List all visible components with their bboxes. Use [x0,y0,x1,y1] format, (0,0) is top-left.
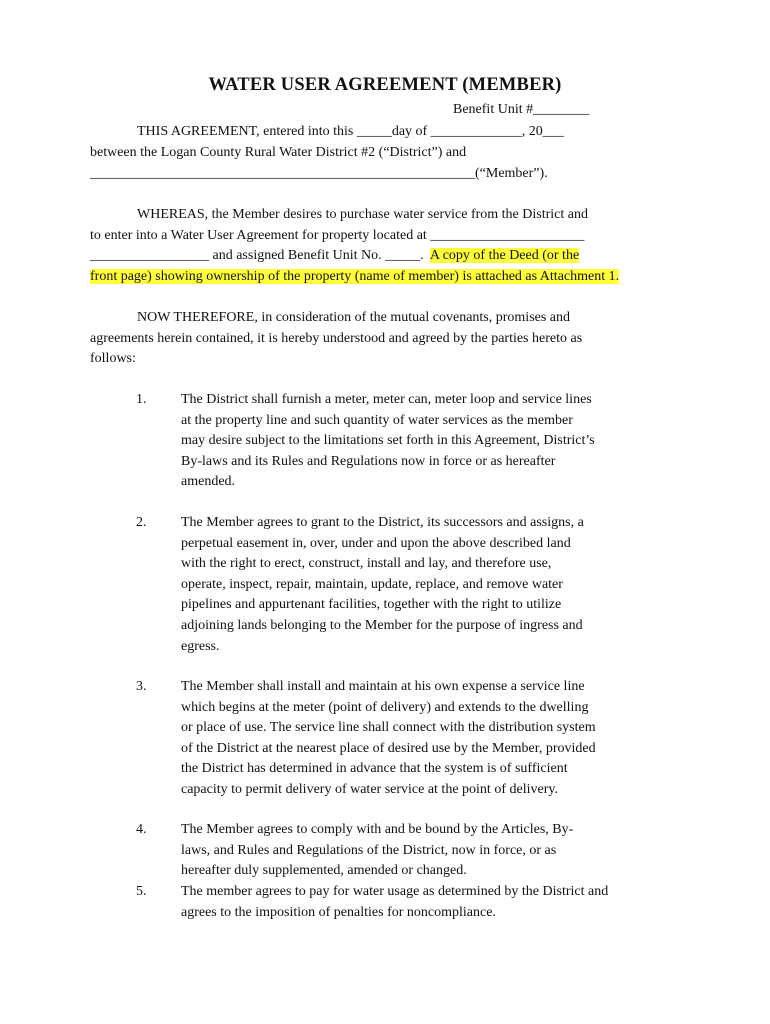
item-4-text [181,820,661,882]
item-3-line: or place of use. The service line shall connect with the distribution system [181,720,596,736]
item-2-line: with the right to erect, construct, install and lay, and therefore use, [181,556,552,572]
item-1-line: The District shall furnish a meter, meter can, meter loop and service lines [181,392,592,407]
deed-highlight-part-2: front page) showing ownership of the property (name of member) is attached as Attachment 1. [90,269,620,284]
item-4-line: The Member agrees to comply with and be bound by the Articles, By- [181,822,574,837]
item-3-line: capacity to permit delivery of water service at the point of delivery. [181,781,558,797]
item-1-text [181,390,661,493]
intro-line-3: _______________________________________________________(“Member”). [90,166,548,181]
item-1-number: 1. [136,392,147,407]
item-3-line: which begins at the meter (point of delivery) and extends to the dwelling [181,699,589,715]
item-1-line: amended. [181,474,236,490]
now-therefore-line-2: agreements herein contained, it is hereby understood and agreed by the parties hereto as [90,331,583,346]
item-2-line: perpetual easement in, over, under and upon the above described land [181,535,571,551]
item-5-line: The member agrees to pay for water usage as determined by the District and [181,884,609,899]
item-5-line: agrees to the imposition of penalties for noncompliance. [181,904,496,920]
whereas-line-3-text: _________________ and assigned Benefit Unit No. _____. [90,248,424,263]
item-2-line: operate, inspect, repair, maintain, update, replace, and remove water [181,576,563,592]
document-title: WATER USER AGREEMENT (MEMBER) [208,75,562,95]
item-1-line: may desire subject to the limitations set forth in this Agreement, District’s [181,433,595,449]
item-2-text [181,513,661,657]
item-3-line: of the District at the nearest place of desired use by the Member, provided [181,740,596,756]
whereas-line-2: to enter into a Water User Agreement for property located at ______________________ [90,228,585,243]
intro-line-1: THIS AGREEMENT, entered into this _____day of _____________, 20___ [137,124,564,139]
item-1-line: at the property line and such quantity of water services as the member [181,412,573,428]
item-3-line: The Member shall install and maintain at his own expense a service line [181,679,585,694]
item-3-text [181,677,661,801]
item-4-number: 4. [136,822,147,837]
whereas-line-1: WHEREAS, the Member desires to purchase water service from the District and [137,207,588,222]
item-2-line: pipelines and appurtenant facilities, together with the right to utilize [181,597,562,613]
item-2-number: 2. [136,515,147,530]
item-2-line: The Member agrees to grant to the District, its successors and assigns, a [181,515,584,530]
deed-highlight-part-1: A copy of the Deed (or the [429,248,580,263]
item-1-line: By-laws and its Rules and Regulations now in force or as hereafter [181,453,556,469]
item-2-line: egress. [181,638,220,654]
now-therefore-line-1: NOW THEREFORE, in consideration of the mutual covenants, promises and [137,310,571,325]
now-therefore-line-3: follows: [90,351,136,366]
item-5-text [181,882,661,923]
item-3-number: 3. [136,679,147,694]
item-2-line: adjoining lands belonging to the Member for the purpose of ingress and [181,617,583,633]
item-4-line: hereafter duly supplemented, amended or changed. [181,863,467,879]
whereas-line-3 [90,246,579,266]
item-3-line: the District has determined in advance that the system is of sufficient [181,761,568,777]
item-5-number: 5. [136,884,147,899]
whereas-line-4 [90,267,619,287]
item-4-line: laws, and Rules and Regulations of the District, now in force, or as [181,842,557,858]
benefit-unit-line: Benefit Unit #________ [453,102,590,117]
intro-line-2: between the Logan County Rural Water District #2 (“District”) and [90,145,467,160]
